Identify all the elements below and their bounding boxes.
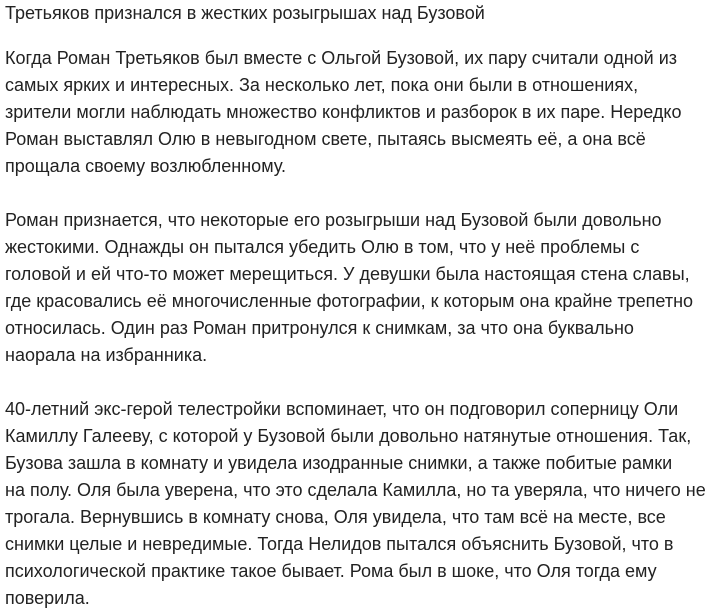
text-line: на полу. Оля была уверена, что это сделала Камилла, но та уверяла, что ничего не <box>5 480 706 500</box>
article <box>0 2 710 608</box>
text-line: снимки целые и невредимые. Тогда Нелидов пытался объяснить Бузовой, что в <box>5 534 674 554</box>
text-line: поверила. <box>5 588 90 608</box>
text-line: Когда Роман Третьяков был вместе с Ольгой Бузовой, их пару считали одной из <box>5 48 678 68</box>
paragraph-2 <box>5 207 710 369</box>
text-line: наорала на избранника. <box>5 345 208 365</box>
text-line: психологической практике такое бывает. Рома был в шоке, что Оля тогда ему <box>5 561 657 581</box>
text-line: Камиллу Галееву, с которой у Бузовой были довольно натянутые отношения. Так, <box>5 426 692 446</box>
article-title: Третьяков признался в жестких розыгрышах над Бузовой <box>5 3 485 23</box>
text-line: Бузова зашла в комнату и увидела изодранные снимки, а также побитые рамки <box>5 453 673 473</box>
paragraph-3 <box>5 396 710 612</box>
text-line: жестокими. Однажды он пытался убедить Олю в том, что у неё проблемы с <box>5 237 640 257</box>
text-line: самых ярких и интересных. За несколько лет, пока они были в отношениях, <box>5 75 639 95</box>
text-line: головой и ей что-то может мерещиться. У девушки была настоящая стена славы, <box>5 264 690 284</box>
text-line: относилась. Один раз Роман притронулся к снимкам, за что она буквально <box>5 318 634 338</box>
text-line: Роман признается, что некоторые его розыгрыши над Бузовой были довольно <box>5 210 662 230</box>
text-line: зрители могли наблюдать множество конфликтов и разборок в их паре. Нередко <box>5 102 682 122</box>
text-line: 40-летний экс-герой телестройки вспоминает, что он подговорил соперницу Оли <box>5 399 679 419</box>
text-line: где красовались её многочисленные фотографии, к которым она крайне трепетно <box>5 291 694 311</box>
text-line: трогала. Вернувшись в комнату снова, Оля увидела, что там всё на месте, все <box>5 507 666 527</box>
text-line: прощала своему возлюбленному. <box>5 156 286 176</box>
paragraph-1 <box>5 45 710 180</box>
text-line: Роман выставлял Олю в невыгодном свете, пытаясь высмеять её, а она всё <box>5 129 646 149</box>
